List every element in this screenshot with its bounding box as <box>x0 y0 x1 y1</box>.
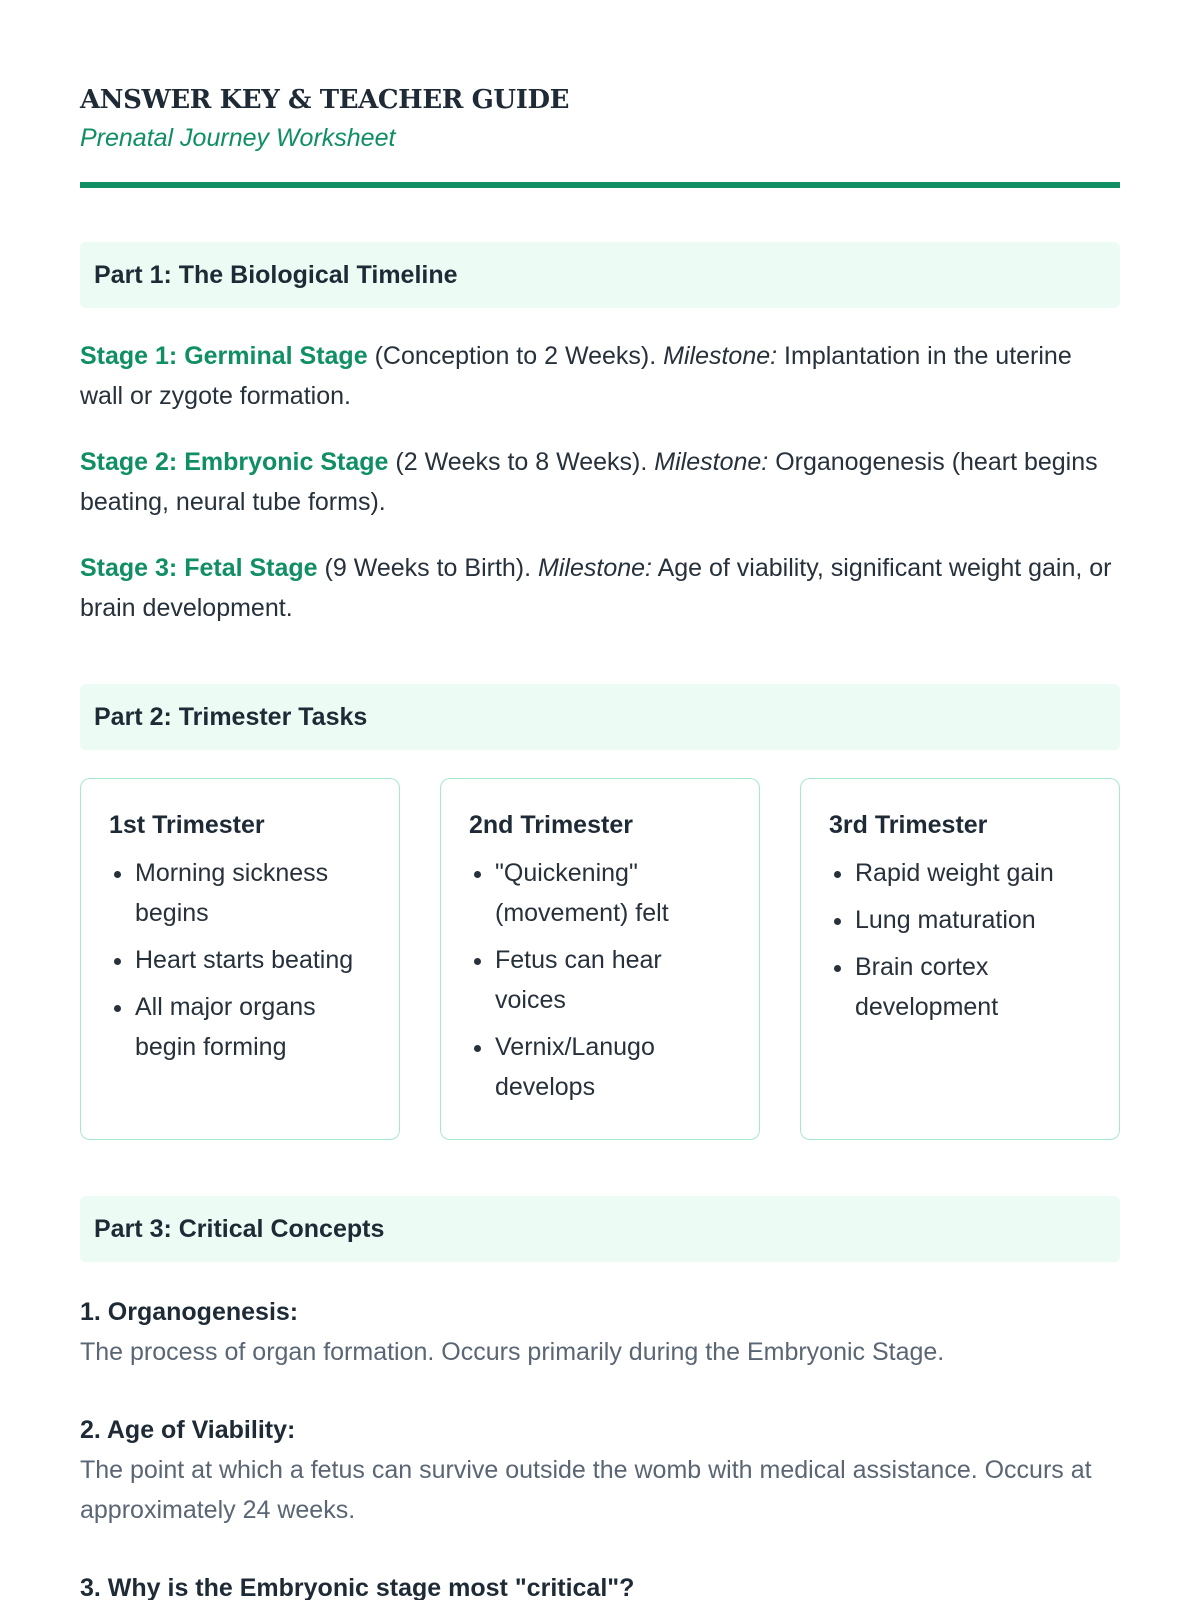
header-divider <box>80 182 1120 188</box>
document-title: ANSWER KEY & TEACHER GUIDE <box>80 85 570 115</box>
stage-name: Stage 1: Germinal Stage <box>80 342 368 370</box>
stage-name: Stage 3: Fetal Stage <box>80 554 318 582</box>
stage-range: (2 Weeks to 8 Weeks). <box>395 448 648 476</box>
stage-list <box>80 336 1120 628</box>
milestone-label: Milestone: <box>663 342 778 370</box>
stage-name: Stage 2: Embryonic Stage <box>80 448 389 476</box>
part2-heading: Part 2: Trimester Tasks <box>80 684 1120 750</box>
stage-embryonic <box>80 442 1120 522</box>
trimester-task-list <box>829 853 1099 1027</box>
list-item: • Brain cortex development <box>855 947 1099 1027</box>
stage-milestone: Organogenesis (heart begins beating, neural tube forms). <box>80 448 1098 516</box>
part1-heading: Part 1: The Biological Timeline <box>80 242 1120 308</box>
trimester-task-list <box>109 853 379 1067</box>
stage-germinal <box>80 336 1120 416</box>
list-item: • Heart starts beating <box>135 940 379 980</box>
trimester-grid <box>80 778 1120 1140</box>
part3-heading: Part 3: Critical Concepts <box>80 1196 1120 1262</box>
stage-milestone: Implantation in the uterine wall or zygote formation. <box>80 342 1072 410</box>
trimester-card-first <box>80 778 400 1140</box>
concept-age-of-viability <box>80 1412 1120 1530</box>
document-header <box>80 84 1120 188</box>
list-item: • "Quickening" (movement) felt <box>495 853 739 933</box>
milestone-label: Milestone: <box>654 448 769 476</box>
list-item: • Fetus can hear voices <box>495 940 739 1020</box>
list-item: • Morning sickness begins <box>135 853 379 933</box>
concept-organogenesis <box>80 1294 1120 1372</box>
concept-embryonic-critical <box>80 1570 1120 1600</box>
stage-range: (9 Weeks to Birth). <box>324 554 532 582</box>
list-item: • Rapid weight gain <box>855 853 1099 893</box>
concept-answer: The process of organ formation. Occurs primarily during the Embryonic Stage. <box>80 1338 945 1366</box>
concept-question: 1. Organogenesis: <box>80 1298 299 1326</box>
list-item: • Vernix/Lanugo develops <box>495 1027 739 1107</box>
concept-question: 2. Age of Viability: <box>80 1416 296 1444</box>
concept-question: 3. Why is the Embryonic stage most "critical"? <box>80 1574 635 1600</box>
document-subtitle: Prenatal Journey Worksheet <box>80 124 396 152</box>
trimester-title: 3rd Trimester <box>829 811 988 839</box>
list-item: • Lung maturation <box>855 900 1099 940</box>
trimester-title: 2nd Trimester <box>469 811 633 839</box>
trimester-card-second <box>440 778 760 1140</box>
concept-list <box>80 1294 1120 1600</box>
milestone-label: Milestone: <box>538 554 652 582</box>
trimester-title: 1st Trimester <box>109 811 265 839</box>
concept-answer: The point at which a fetus can survive outside the womb with medical assistance. Occurs at approximately 24 weeks. <box>80 1456 1092 1524</box>
list-item: • All major organs begin forming <box>135 987 379 1067</box>
trimester-card-third <box>800 778 1120 1140</box>
trimester-task-list <box>469 853 739 1107</box>
stage-range: (Conception to 2 Weeks). <box>374 342 657 370</box>
stage-fetal <box>80 548 1120 628</box>
stage-milestone: Age of viability, significant weight gain, or brain development. <box>80 554 1112 622</box>
